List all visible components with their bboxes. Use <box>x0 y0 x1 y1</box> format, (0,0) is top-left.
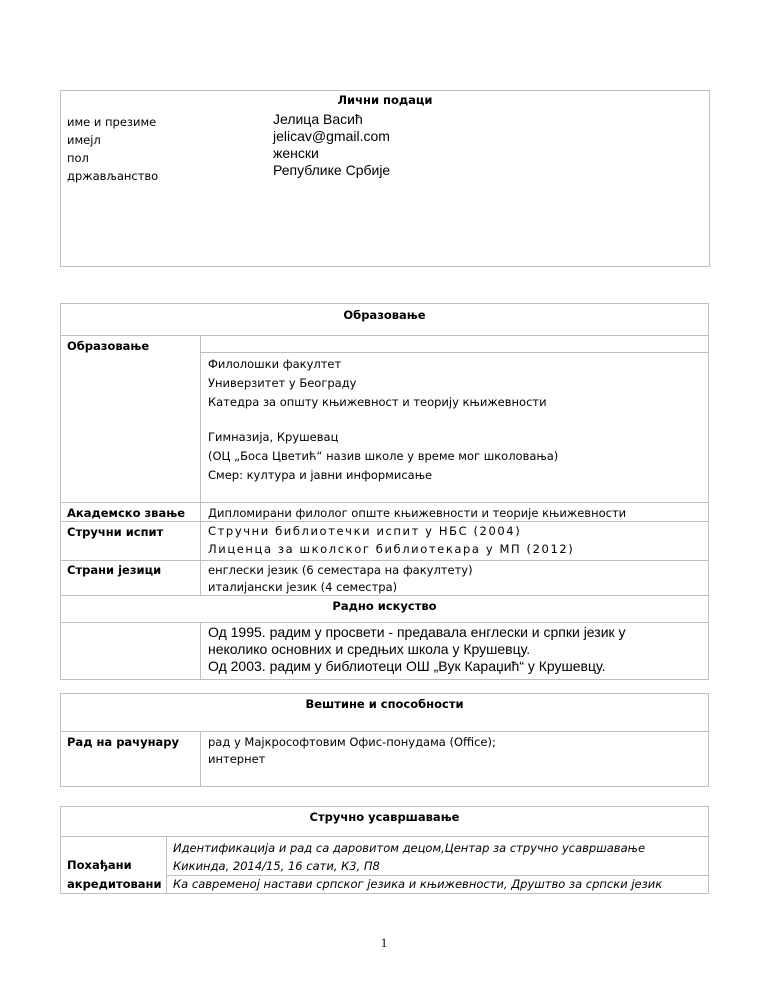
professional-exam-label: Стручни испит <box>67 525 164 539</box>
value-citizenship: Републике Србије <box>273 162 391 178</box>
training-line: Ка савременој настави српског језика и књижевности, Друштво за српски језик <box>173 877 663 891</box>
divider <box>200 352 709 353</box>
foreign-language-line: италијански језик (4 семестра) <box>208 580 398 594</box>
divider <box>166 875 709 876</box>
divider <box>200 335 201 595</box>
training-label: Похађани <box>67 858 132 872</box>
divider <box>60 595 709 596</box>
work-experience-line: Од 1995. радим у просвети - предавала енглески и српки језик у <box>208 624 626 640</box>
value-email: jelicav@gmail.com <box>273 128 390 144</box>
education-line: (ОЦ „Боса Цветић“ назив школе у време мог школовања) <box>208 449 559 463</box>
computer-skills-line: интернет <box>208 752 266 766</box>
education-row-label: Образовање <box>67 339 150 353</box>
work-experience-title: Радно искуство <box>332 599 437 613</box>
label-gender: пол <box>67 151 89 165</box>
education-line: Катедра за општу књижевност и теорију књижевности <box>208 395 547 409</box>
value-name: Јелица Васић <box>273 111 363 127</box>
divider <box>60 836 709 837</box>
academic-title-value: Дипломирани филолог опште књижевности и теорије књижевности <box>208 506 627 520</box>
education-title: Образовање <box>343 308 426 322</box>
divider <box>200 622 201 680</box>
foreign-languages-label: Страни језици <box>67 563 162 577</box>
value-gender: женски <box>273 145 319 161</box>
divider <box>60 560 709 561</box>
education-line: Гимназија, Крушевац <box>208 430 339 444</box>
label-citizenship: држављанство <box>67 169 159 183</box>
label-email: имејл <box>67 133 101 147</box>
foreign-language-line: енглески језик (6 семестара на факултету) <box>208 563 473 577</box>
training-label: акредитовани <box>67 877 162 891</box>
education-line: Филолошки факултет <box>208 357 342 371</box>
work-experience-line: неколико основних и средњих школа у Крушевцу. <box>208 641 531 657</box>
professional-exam-line: Стручни библиотечки испит у НБС (2004) <box>208 524 522 538</box>
computer-skills-line: рад у Мајкрософтовим Офис-понудама (Office); <box>208 735 496 749</box>
divider <box>166 836 167 894</box>
personal-data-title: Лични подаци <box>337 93 433 107</box>
divider <box>60 502 709 503</box>
education-line: Смер: култура и јавни информисање <box>208 468 433 482</box>
divider <box>60 731 709 732</box>
professional-exam-line: Лиценца за школског библиотекара у МП (2012) <box>208 542 575 556</box>
training-title: Стручно усавршавање <box>309 810 460 824</box>
divider <box>60 335 709 336</box>
divider <box>60 622 709 623</box>
training-line: Идентификација и рад са даровитом децом,Центар за стручно усавршавање <box>173 841 646 855</box>
divider <box>200 731 201 787</box>
label-name: име и презиме <box>67 115 157 129</box>
page-number: 1 <box>380 935 388 950</box>
education-line: Универзитет у Београду <box>208 376 357 390</box>
divider <box>60 521 709 522</box>
computer-skills-label: Рад на рачунару <box>67 735 180 749</box>
training-line: Кикинда, 2014/15, 16 сати, К3, П8 <box>173 859 380 873</box>
skills-title: Вештине и способности <box>305 697 464 711</box>
academic-title-label: Академско звање <box>67 506 185 520</box>
work-experience-line: Од 2003. радим у библиотеци ОШ „Вук Караџић“ у Крушевцу. <box>208 658 606 674</box>
